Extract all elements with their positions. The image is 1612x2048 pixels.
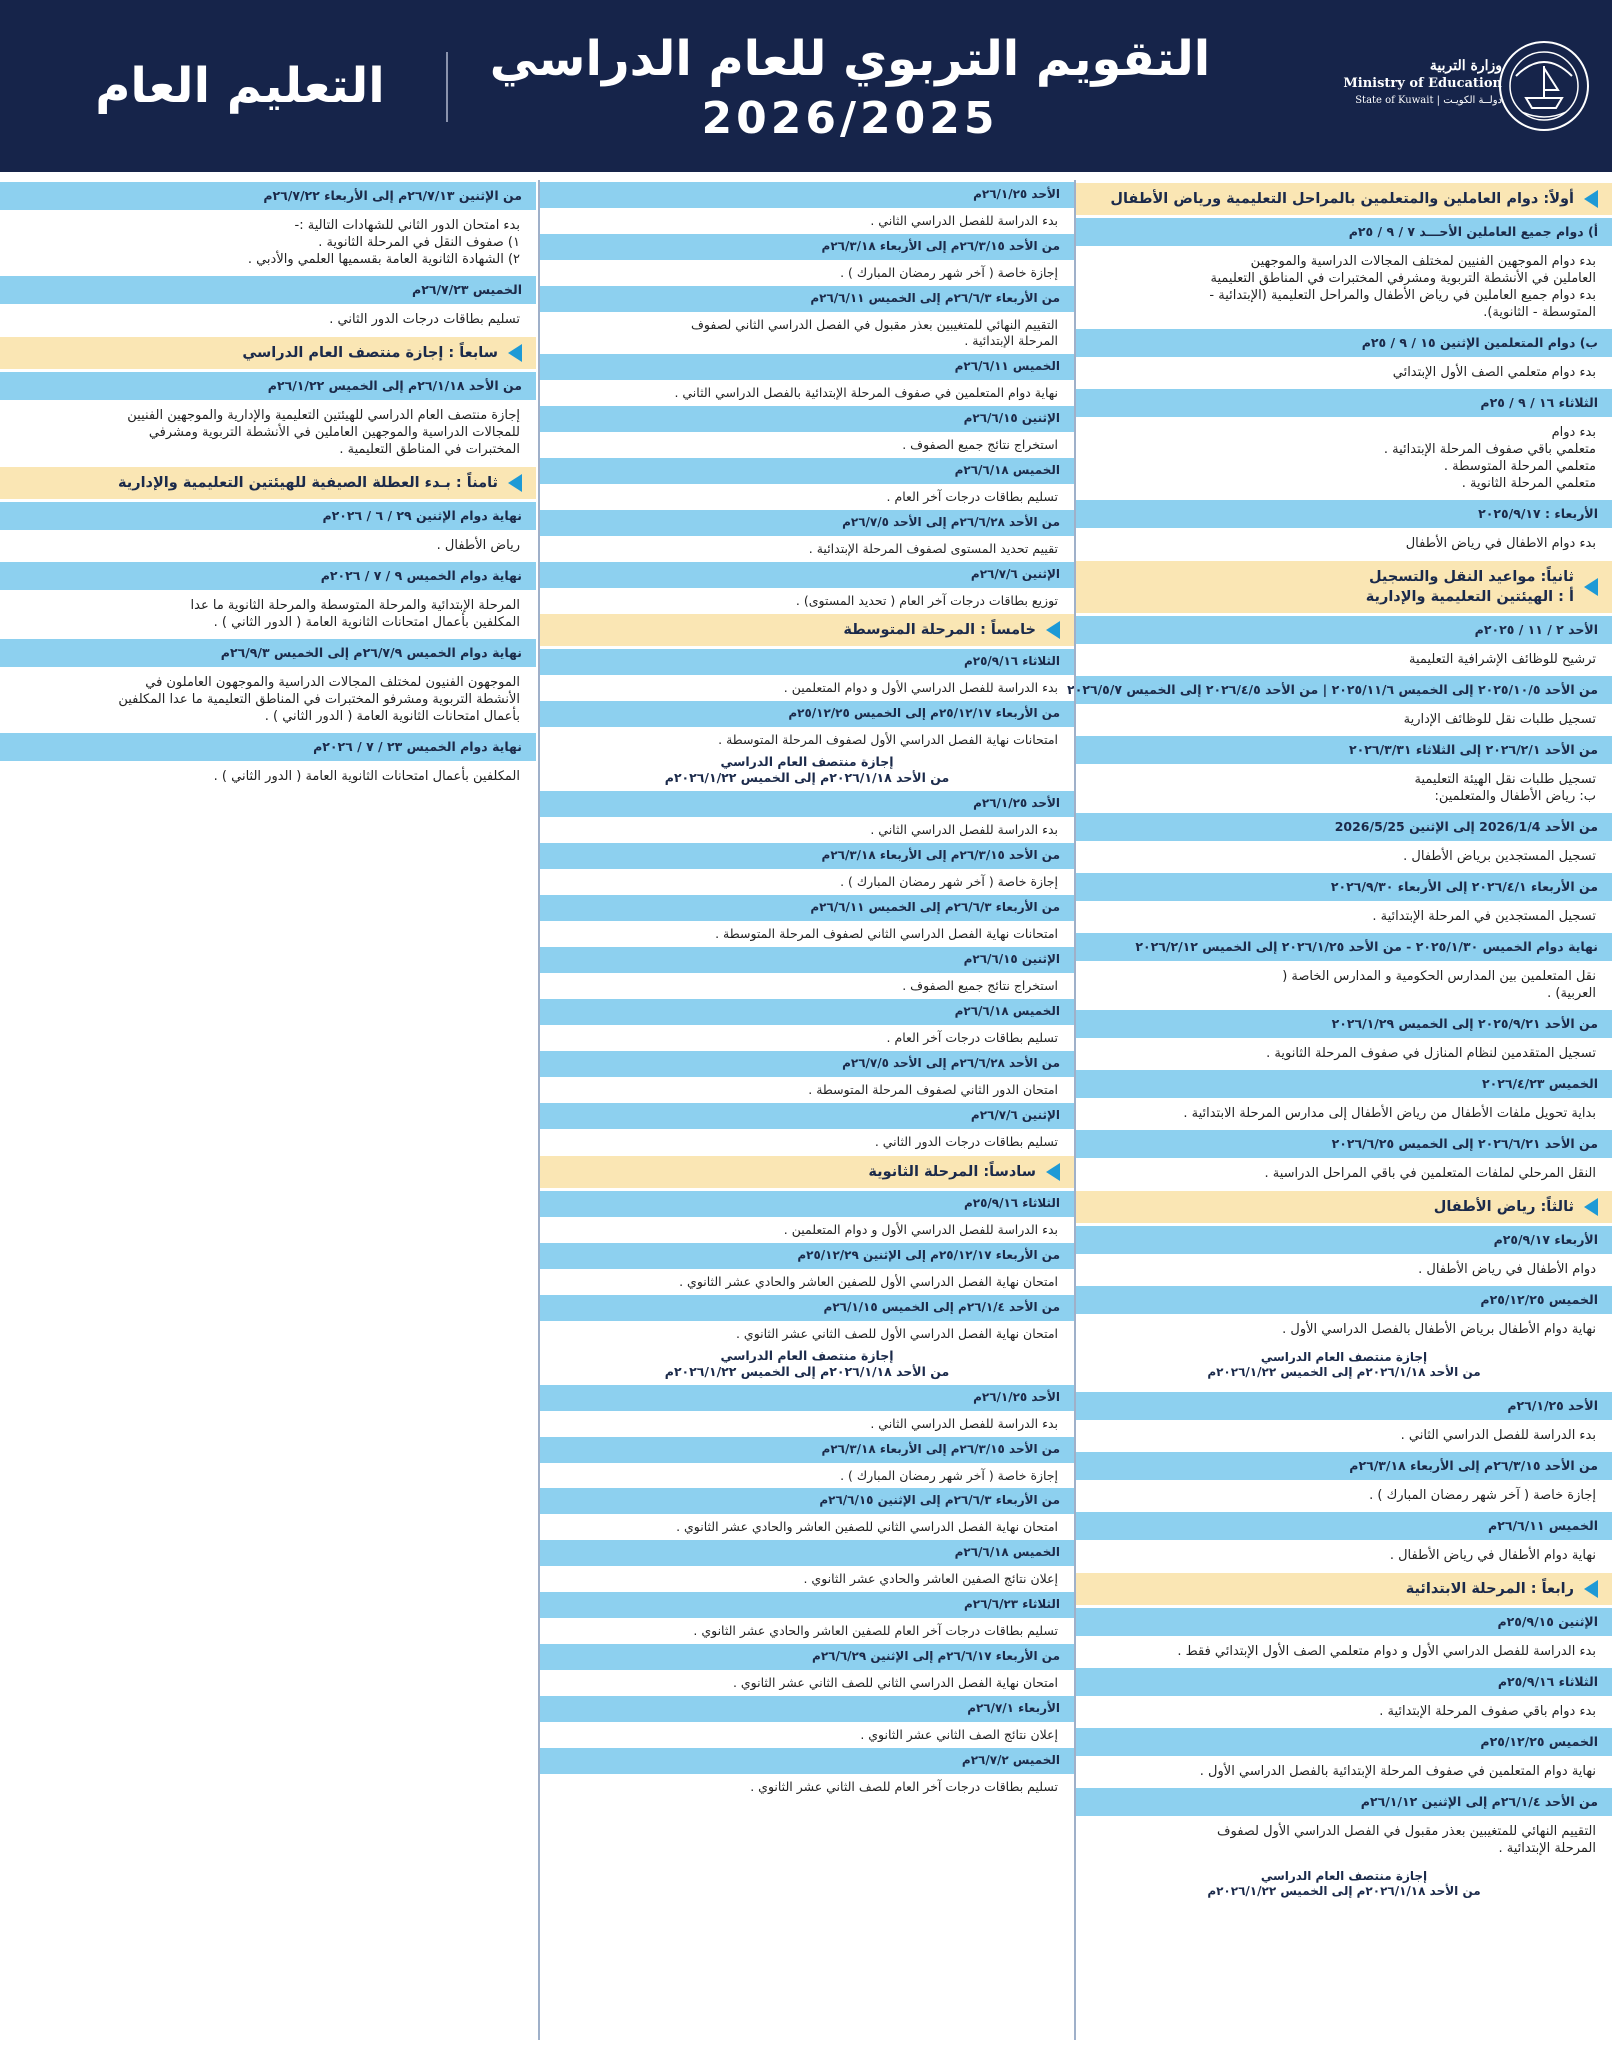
event-description: بداية تحويل ملفات الأطفال من رياض الأطفال إلى مدارس المرحلة الابتدائية . bbox=[1183, 1106, 1596, 1121]
academic-year: 2026/2025 bbox=[701, 93, 999, 144]
date-row: من الأحد ٢٠٢٥/١٠/٥ إلى الخميس ٢٠٢٥/١١/٦ | من الأحد ٢٠٢٦/٤/٥ إلى الخميس ٢٠٢٦/٥/٧ bbox=[1076, 676, 1612, 704]
date-row: من الأربعاء ٢٦/٦/٣م إلى الخميس ٢٦/٦/١١م bbox=[540, 286, 1074, 312]
date-row: نهاية دوام الخميس ٢٣ / ٧ / ٢٠٢٦م bbox=[0, 733, 536, 761]
date-row: الأربعاء ٢٦/٧/١م bbox=[540, 1696, 1074, 1722]
event-description: بدء دوام الاطفال في رياض الأطفال bbox=[1405, 536, 1596, 551]
date-row: الأربعاء ٢٥/٩/١٧م bbox=[1076, 1226, 1612, 1254]
date-row: نهاية دوام الخميس ٩ / ٧ / ٢٠٢٦م bbox=[0, 562, 536, 590]
section-heading-text: ثامناً : بـدء العطلة الصيفية للهيئتين التعليمية والإدارية bbox=[118, 475, 498, 491]
date-row: من الأربعاء ٢٥/١٢/١٧م إلى الإثنين ٢٥/١٢/٢٩م bbox=[540, 1243, 1074, 1269]
event-description: تسليم بطاقات درجات الدور الثاني . bbox=[329, 312, 520, 327]
event-description: تسجيل المستجدين برياض الأطفال . bbox=[1403, 849, 1596, 864]
date-row: من الأحد ٢٠٢٦/٢/١ إلى الثلاثاء ٢٠٢٦/٣/٣١ bbox=[1076, 736, 1612, 764]
date-row: الأربعاء : ٢٠٢٥/٩/١٧ bbox=[1076, 500, 1612, 528]
event-description: استخراج نتائج جميع الصفوف . bbox=[902, 978, 1058, 994]
date-row: من الأربعاء ٢٦/٦/٣م إلى الإثنين ٢٦/٦/١٥م bbox=[540, 1488, 1074, 1514]
event-description: ترشيح للوظائف الإشرافية التعليمية bbox=[1409, 652, 1596, 667]
event-description: بدء الدراسة للفصل الدراسي الثاني . bbox=[870, 822, 1058, 838]
event-description: نهاية دوام المتعلمين في صفوف المرحلة الإبتدائية بالفصل الدراسي الثاني . bbox=[674, 384, 1058, 400]
header-divider bbox=[446, 52, 448, 122]
event-description: امتحانات نهاية الفصل الدراسي الأول لصفوف المرحلة المتوسطة . bbox=[718, 732, 1058, 748]
section-heading bbox=[0, 337, 536, 369]
event-description: نهاية دوام المتعلمين في صفوف المرحلة الإبتدائية بالفصل الدراسي الأول . bbox=[1199, 1764, 1596, 1779]
date-row: نهاية دوام الإثنين ٢٩ / ٦ / ٢٠٢٦م bbox=[0, 502, 536, 530]
section-heading bbox=[540, 1156, 1074, 1188]
date-row: من الأحد ٢٦/٣/١٥م إلى الأربعاء ٢٦/٣/١٨م bbox=[1076, 1452, 1612, 1480]
section-heading-text: سابعاً : إجازة منتصف العام الدراسي bbox=[242, 345, 498, 361]
event-description: تسجيل طلبات نقل للوظائف الإدارية bbox=[1403, 712, 1596, 727]
date-row: الخميس ٢٥/١٢/٢٥م bbox=[1076, 1728, 1612, 1756]
event-description: امتحان نهاية الفصل الدراسي الأول للصفين العاشر والحادي عشر الثانوي . bbox=[679, 1273, 1058, 1289]
section-heading bbox=[540, 614, 1074, 646]
middle-column bbox=[538, 180, 1076, 2040]
section-heading-text: سادساً: المرحلة الثانوية bbox=[868, 1163, 1036, 1180]
date-row: نهاية دوام الخميس ٢٠٢٥/١/٣٠ - من الأحد ٢٠٢٦/١/٢٥ إلى الخميس ٢٠٢٦/٢/١٢ bbox=[1076, 933, 1612, 961]
date-row: من الأحد ٢٦/٣/١٥م إلى الأربعاء ٢٦/٣/١٨م bbox=[540, 1437, 1074, 1463]
event-description: الموجهون الفنيون لمختلف المجالات الدراسية والموجهون العاملون في الأنشطة التربوية ومشرفو المختبرات في المناطق التعليمية ما عدا المكلفين بأعمال امتحانات الثانوية العامة ( الدور الثاني ) . bbox=[118, 675, 520, 724]
event-description: إجازة خاصة ( آخر شهر رمضان المبارك ) . bbox=[840, 1467, 1058, 1483]
event-description: إعلان نتائج الصف الثاني عشر الثانوي . bbox=[860, 1727, 1058, 1743]
right-column bbox=[1067, 180, 1612, 2040]
section-heading bbox=[1076, 1191, 1612, 1223]
event-description: تسليم بطاقات درجات الدور الثاني . bbox=[874, 1133, 1058, 1149]
triangle-marker-icon bbox=[1584, 190, 1598, 208]
triangle-marker-icon bbox=[1584, 1198, 1598, 1216]
event-description: بدء امتحان الدور الثاني للشهادات التالية :- ١) صفوف النقل في المرحلة الثانوية . ٢) الشهادة الثانوية العامة بقسميها العلمي والأدبي . bbox=[247, 218, 520, 267]
ministry-name: وزارة التربية Ministry of Education State of Kuwait | دولــة الكويـت bbox=[1343, 58, 1502, 106]
date-row: من الأربعاء ٢٠٢٦/٤/١ إلى الأربعاء ٢٠٢٦/٩/٣٠ bbox=[1076, 873, 1612, 901]
triangle-marker-icon bbox=[508, 344, 522, 362]
triangle-marker-icon bbox=[1046, 621, 1060, 639]
date-row: الثلاثاء ٢٦/٦/٢٣م bbox=[540, 1592, 1074, 1618]
event-description: بدء دوام متعلمي باقي صفوف المرحلة الإبتدائية . متعلمي المرحلة المتوسطة . متعلمي المرحلة الثانوية . bbox=[1383, 425, 1596, 491]
date-row: من الأربعاء ٢٥/١٢/١٧م إلى الخميس ٢٥/١٢/٢٥م bbox=[540, 701, 1074, 727]
date-row: من الأحد 2026/1/4 إلى الإثنين 2026/5/25 bbox=[1076, 813, 1612, 841]
event-description: بدء الدراسة للفصل الدراسي الثاني . bbox=[870, 1415, 1058, 1431]
date-row: الإثنين ٢٦/٧/٦م bbox=[540, 1103, 1074, 1129]
event-description: إعلان نتائج الصفين العاشر والحادي عشر الثانوي . bbox=[803, 1571, 1058, 1587]
date-row: الخميس ٢٦/٦/١٨م bbox=[540, 458, 1074, 484]
date-row: الإثنين ٢٦/٧/٦م bbox=[540, 562, 1074, 588]
event-description: إجازة خاصة ( آخر شهر رمضان المبارك ) . bbox=[840, 874, 1058, 890]
date-row: من الأحد ٢٦/٣/١٥م إلى الأربعاء ٢٦/٣/١٨م bbox=[540, 234, 1074, 260]
event-description: تسجيل المستجدين في المرحلة الإبتدائية . bbox=[1372, 909, 1596, 924]
event-description: المكلفين بأعمال امتحانات الثانوية العامة ( الدور الثاني ) . bbox=[213, 769, 520, 784]
triangle-marker-icon bbox=[1584, 1580, 1598, 1598]
section-title: التعليم العام bbox=[95, 58, 385, 114]
date-row: الأحد ٢ / ١١ / ٢٠٢٥م bbox=[1076, 616, 1612, 644]
date-row: الخميس ٢٠٢٦/٤/٢٣ bbox=[1076, 1070, 1612, 1098]
date-row: الأحد ٢٦/١/٢٥م bbox=[540, 182, 1074, 208]
event-description: امتحان نهاية الفصل الدراسي الأول للصف الثاني عشر الثانوي . bbox=[735, 1325, 1058, 1341]
event-description: تسليم بطاقات درجات آخر العام للصف الثاني عشر الثانوي . bbox=[750, 1779, 1058, 1795]
page-title: التقويم التربوي للعام الدراسي bbox=[489, 31, 1211, 87]
date-row: الثلاثاء ١٦ / ٩ / ٢٥م bbox=[1076, 389, 1612, 417]
section-heading-text: أولاً: دوام العاملين والمتعلمين بالمراحل التعليمية ورياض الأطفال bbox=[1110, 191, 1574, 207]
section-heading-text: ثانياً: مواعيد النقل والتسجيل أ : الهيئتين التعليمية والإدارية bbox=[1365, 569, 1574, 605]
date-row: من الأحد ٢٦/٣/١٥م إلى الأربعاء ٢٦/٣/١٨م bbox=[540, 843, 1074, 869]
date-row: نهاية دوام الخميس ٢٦/٧/٩م إلى الخميس ٢٦/٩/٣م bbox=[0, 639, 536, 667]
section-heading bbox=[1076, 561, 1612, 613]
date-row: من الأربعاء ٢٦/٦/١٧م إلى الإثنين ٢٦/٦/٢٩م bbox=[540, 1644, 1074, 1670]
date-row: من الأحد ٢٦/١/٤م إلى الإثنين ٢٦/١/١٢م bbox=[1076, 1788, 1612, 1816]
event-description: إجازة خاصة ( آخر شهر رمضان المبارك ) . bbox=[840, 264, 1058, 280]
event-description: توزيع بطاقات درجات آخر العام ( تحديد المستوى) . bbox=[795, 592, 1058, 608]
date-row: الخميس ٢٥/١٢/٢٥م bbox=[1076, 1286, 1612, 1314]
date-row: الثلاثاء ٢٥/٩/١٦م bbox=[1076, 1668, 1612, 1696]
date-row: الإثنين ٢٥/٩/١٥م bbox=[1076, 1608, 1612, 1636]
date-row: الخميس ٢٦/٧/٢٣م bbox=[0, 276, 536, 304]
event-description: تسجيل طلبات نقل الهيئة التعليمية ب: رياض الأطفال والمتعلمين: bbox=[1414, 772, 1596, 804]
date-row: من الأحد ٢٦/٦/٢٨م إلى الأحد ٢٦/٧/٥م bbox=[540, 1051, 1074, 1077]
event-description: بدء الدراسة للفصل الدراسي الثاني . bbox=[870, 212, 1058, 228]
section-heading-text: ثالثاً: رياض الأطفال bbox=[1433, 1199, 1574, 1215]
date-row: الأحد ٢٦/١/٢٥م bbox=[540, 1385, 1074, 1411]
section-heading bbox=[1076, 183, 1612, 215]
event-description: تسليم بطاقات درجات آخر العام للصفين العاشر والحادي عشر الثانوي . bbox=[693, 1623, 1058, 1639]
ministry-logo bbox=[1232, 38, 1592, 134]
date-row: الثلاثاء ٢٥/٩/١٦م bbox=[540, 1191, 1074, 1217]
event-description: بدء الدراسة للفصل الدراسي الثاني . bbox=[1400, 1428, 1596, 1443]
date-row: من الأحد ٢٠٢٦/٦/٢١ إلى الخميس ٢٠٢٦/٦/٢٥ bbox=[1076, 1130, 1612, 1158]
event-description: إجازة خاصة ( آخر شهر رمضان المبارك ) . bbox=[1369, 1488, 1596, 1503]
event-description: تقييم تحديد المستوى لصفوف المرحلة الإبتدائية . bbox=[808, 540, 1058, 556]
event-description: امتحانات نهاية الفصل الدراسي الثاني لصفوف المرحلة المتوسطة . bbox=[715, 926, 1058, 942]
event-description: نهاية دوام الأطفال في رياض الأطفال . bbox=[1389, 1548, 1596, 1563]
event-description: بدء الدراسة للفصل الدراسي الأول و دوام متعلمي الصف الأول الإبتدائي فقط . bbox=[1177, 1644, 1596, 1659]
event-description: بدء دوام الموجهين الفنيين لمختلف المجالات الدراسية والموجهين العاملين في الأنشطة التربوية ومشرفي المختبرات في المناطق التعليمية بدء دوام جميع العاملين في رياض الأطفال والمراحل التعليمية (الإبتدائية - المتوسطة - الثانوية). bbox=[1209, 254, 1596, 320]
event-description: امتحان نهاية الفصل الدراسي الثاني للصف الثاني عشر الثانوي . bbox=[732, 1675, 1058, 1691]
date-row: ب) دوام المتعلمين الإثنين ١٥ / ٩ / ٢٥م bbox=[1076, 329, 1612, 357]
date-row: الخميس ٢٦/٦/١٨م bbox=[540, 999, 1074, 1025]
section-heading-text: رابعاً : المرحلة الابتدائية bbox=[1405, 1581, 1574, 1597]
date-row: الخميس ٢٦/٧/٢م bbox=[540, 1748, 1074, 1774]
event-description: إجازة منتصف العام الدراسي للهيئتين التعليمية والإدارية والموجهين الفنيين للمجالات الدراسية والموجهين العاملين في الأنشطة التربوية ومشرفي المختبرات في المناطق التعليمية . bbox=[127, 408, 520, 457]
date-row: الأحد ٢٦/١/٢٥م bbox=[540, 791, 1074, 817]
triangle-marker-icon bbox=[1584, 578, 1598, 596]
event-description: بدء الدراسة للفصل الدراسي الأول و دوام المتعلمين . bbox=[783, 1221, 1058, 1237]
event-description: تسجيل المتقدمين لنظام المنازل في صفوف المرحلة الثانوية . bbox=[1266, 1046, 1596, 1061]
midyear-break-note: إجازة منتصف العام الدراسي من الأحد ٢٠٢٦/١/١٨م إلى الخميس ٢٠٢٦/١/٢٢م bbox=[664, 1347, 950, 1379]
date-row: الإثنين ٢٦/٦/١٥م bbox=[540, 947, 1074, 973]
date-row: من الأحد ٢٦/٦/٢٨م إلى الأحد ٢٦/٧/٥م bbox=[540, 510, 1074, 536]
event-description: النقل المرحلي لملفات المتعلمين في باقي المراحل الدراسية . bbox=[1264, 1166, 1596, 1181]
date-row: الإثنين ٢٦/٦/١٥م bbox=[540, 406, 1074, 432]
date-row: من الأحد ٢٦/١/١٨م إلى الخميس ٢٦/١/٢٢م bbox=[0, 372, 536, 400]
date-row: الخميس ٢٦/٦/١١م bbox=[540, 354, 1074, 380]
date-row: من الأحد ٢٠٢٥/٩/٢١ إلى الخميس ٢٠٢٦/١/٢٩ bbox=[1076, 1010, 1612, 1038]
date-row: من الأربعاء ٢٦/٦/٣م إلى الخميس ٢٦/٦/١١م bbox=[540, 895, 1074, 921]
midyear-break-note: إجازة منتصف العام الدراسي من الأحد ٢٠٢٦/١/١٨م إلى الخميس ٢٠٢٦/١/٢٢م bbox=[664, 754, 950, 786]
section-heading bbox=[1076, 1573, 1612, 1605]
event-description: نهاية دوام الأطفال برياض الأطفال بالفصل الدراسي الأول . bbox=[1282, 1322, 1596, 1337]
event-description: تسليم بطاقات درجات آخر العام . bbox=[886, 488, 1058, 504]
event-description: امتحان نهاية الفصل الدراسي الثاني للصفين العاشر والحادي عشر الثانوي . bbox=[676, 1519, 1058, 1535]
event-description: نقل المتعلمين بين المدارس الحكومية و المدارس الخاصة ( العربية) . bbox=[1282, 969, 1596, 1001]
event-description: التقييم النهائي للمتغيبين بعذر مقبول في الفصل الدراسي الأول لصفوف المرحلة الإبتدائية . bbox=[1217, 1824, 1596, 1856]
date-row: من الأحد ٢٦/١/٤م إلى الخميس ٢٦/١/١٥م bbox=[540, 1295, 1074, 1321]
midyear-break-note: إجازة منتصف العام الدراسي من الأحد ٢٠٢٦/١/١٨م إلى الخميس ٢٠٢٦/١/٢٢م bbox=[1207, 1869, 1481, 1898]
date-row: أ) دوام جميع العاملين الأحـــد ٧ / ٩ / ٢٥م bbox=[1076, 218, 1612, 246]
event-description: المرحلة الإبتدائية والمرحلة المتوسطة والمرحلة الثانوية ما عدا المكلفين بأعمال امتحانات الثانوية العامة ( الدور الثاني ) . bbox=[190, 598, 520, 630]
header-title-block bbox=[470, 28, 1230, 148]
date-row: من الإثنين ٢٦/٧/١٣م إلى الأربعاء ٢٦/٧/٢٢م bbox=[0, 182, 536, 210]
event-description: امتحان الدور الثاني لصفوف المرحلة المتوسطة . bbox=[808, 1081, 1058, 1097]
date-row: الخميس ٢٦/٦/١٨م bbox=[540, 1540, 1074, 1566]
event-description: بدء دوام متعلمي الصف الأول الإبتدائي bbox=[1392, 365, 1596, 380]
event-description: رياض الأطفال . bbox=[436, 538, 520, 553]
date-row: الخميس ٢٦/٦/١١م bbox=[1076, 1512, 1612, 1540]
event-description: التقييم النهائي للمتغيبين بعذر مقبول في الفصل الدراسي الثاني لصفوف المرحلة الإبتدائية . bbox=[690, 316, 1058, 348]
event-description: بدء دوام باقي صفوف المرحلة الإبتدائية . bbox=[1379, 1704, 1596, 1719]
date-row: الثلاثاء ٢٥/٩/١٦م bbox=[540, 649, 1074, 675]
triangle-marker-icon bbox=[1046, 1163, 1060, 1181]
event-description: تسليم بطاقات درجات آخر العام . bbox=[886, 1030, 1058, 1046]
kuwait-emblem-icon bbox=[1496, 38, 1592, 134]
section-heading bbox=[0, 467, 536, 499]
triangle-marker-icon bbox=[508, 474, 522, 492]
event-description: استخراج نتائج جميع الصفوف . bbox=[902, 436, 1058, 452]
event-description: بدء الدراسة للفصل الدراسي الأول و دوام المتعلمين . bbox=[783, 680, 1058, 696]
page-header bbox=[0, 0, 1612, 172]
date-row: الأحد ٢٦/١/٢٥م bbox=[1076, 1392, 1612, 1420]
section-heading-text: خامساً : المرحلة المتوسطة bbox=[843, 622, 1036, 639]
midyear-break-note: إجازة منتصف العام الدراسي من الأحد ٢٠٢٦/١/١٨م إلى الخميس ٢٠٢٦/١/٢٢م bbox=[1207, 1350, 1481, 1379]
event-description: دوام الأطفال في رياض الأطفال . bbox=[1418, 1262, 1596, 1277]
left-column bbox=[0, 180, 536, 2040]
